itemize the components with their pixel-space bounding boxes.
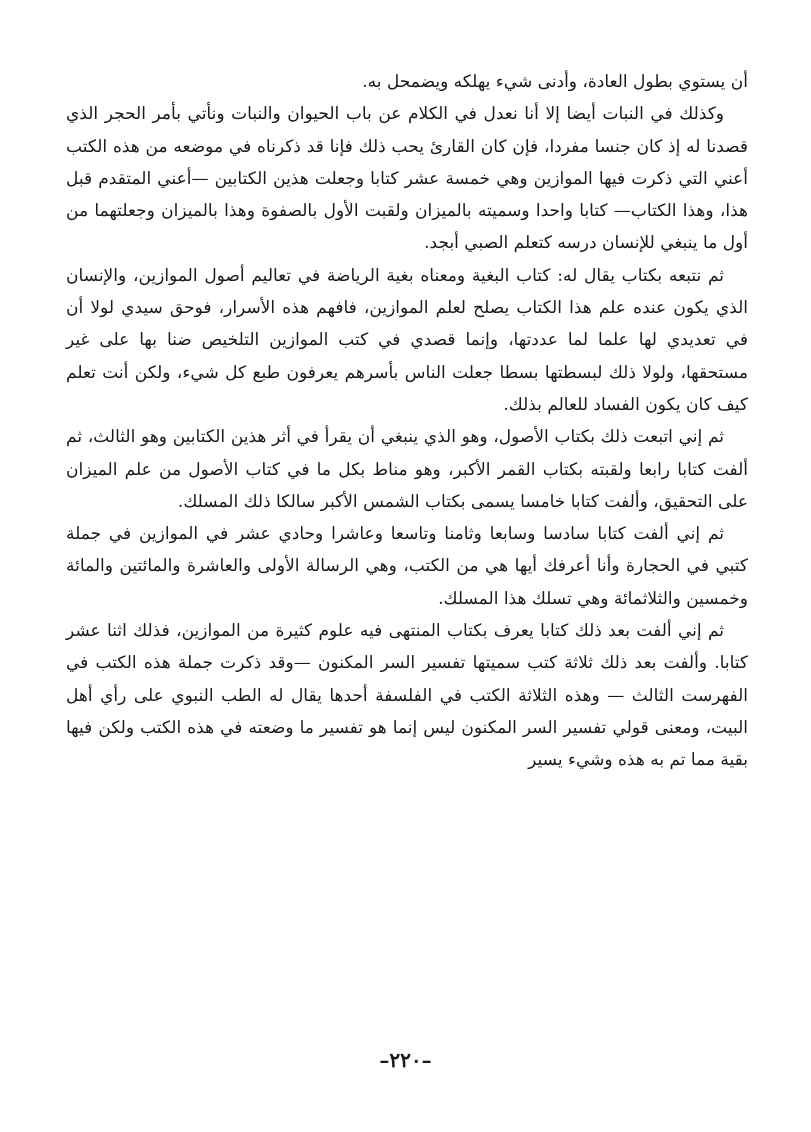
- body-text: [66, 66, 748, 777]
- paragraph-2: وكذلك في النبات أيضا إلا أنا نعدل في الكلام عن باب الحيوان والنبات ونأتي بأمر الحجر الذي قصدنا له إذ كان جنسا مفردا، فإن كان القارئ يحب ذلك فإنا قد ذكرناه في موضعه من هذه الكتب أعني التي ذكرت فيها الموازين وهي خمسة عشر كتابا وجعلت هذين الكتابين —أعني المتقدم قبل هذا، وهذا الكتاب— كتابا واحدا وسميته بالميزان ولقبت الأول بالصفوة وهذا بالميزان وجعلتهما من أول ما ينبغي للإنسان درسه كتعلم الصبي أبجد.: [66, 104, 748, 254]
- paragraph-6: ثم إني ألفت بعد ذلك كتابا يعرف بكتاب المنتهى فيه علوم كثيرة من الموازين، فذلك اثنا عشر كتابا. وألفت بعد ذلك ثلاثة كتب سميتها تفسير السر المكنون —وقد ذكرت جملة هذه الكتب في الفهرست الثالث — وهذه الثلاثة الكتب في الفلسفة أحدها يقال له الطب النبوي على رأي أهل البيت، ومعنى قولي تفسير السر المكنون ليس إنما هو تفسير ما وضعته في هذه الكتب ولكن فيها بقية مما تم به هذه وشيء يسير: [66, 621, 748, 771]
- paragraph-1: أن يستوي بطول العادة، وأدنى شيء يهلكه ويضمحل به.: [362, 72, 748, 92]
- paragraph-3: ثم نتبعه بكتاب يقال له: كتاب البغية ومعناه بغية الرياضة في تعاليم أصول الموازين، والإنسان الذي يكون عنده علم هذا الكتاب يصلح لعلم الموازين، فافهم هذه الأسرار، فوحق سيدي لولا أن في تعديدي لها علما لما عددتها، وإنما قصدي في كتب الموازين التلخيص ضنا بها على غير مستحقها، ولولا ذلك لبسطتها بسطا جعلت الناس بأسرهم يعرفون طبع كل شيء، ولكن أنت تعلم كيف كان يكون الفساد للعالم بذلك.: [66, 265, 748, 415]
- page-number: –٢٢٠–: [379, 1048, 432, 1072]
- paragraph-4: ثم إني اتبعت ذلك بكتاب الأصول، وهو الذي ينبغي أن يقرأ في أثر هذين الكتابين وهو الثالث، ثم ألفت كتابا رابعا ولقبته بكتاب القمر الأكبر، وهو مناط بكل ما في كتاب الأصول من علم الميزان على التحقيق، وألفت كتابا خامسا يسمى بكتاب الشمس الأكبر سالكا ذلك المسلك.: [66, 427, 748, 512]
- paragraph-5: ثم إني ألفت كتابا سادسا وسابعا وثامنا وتاسعا وعاشرا وحادي عشر في الموازين في جملة كتبي في الحجارة وأنا أعرفك أيها هي من الكتب، وهي الرسالة الأولى والعاشرة والمائتين والمائة وخمسين والثلاثمائة وهي تسلك هذا المسلك.: [66, 524, 748, 609]
